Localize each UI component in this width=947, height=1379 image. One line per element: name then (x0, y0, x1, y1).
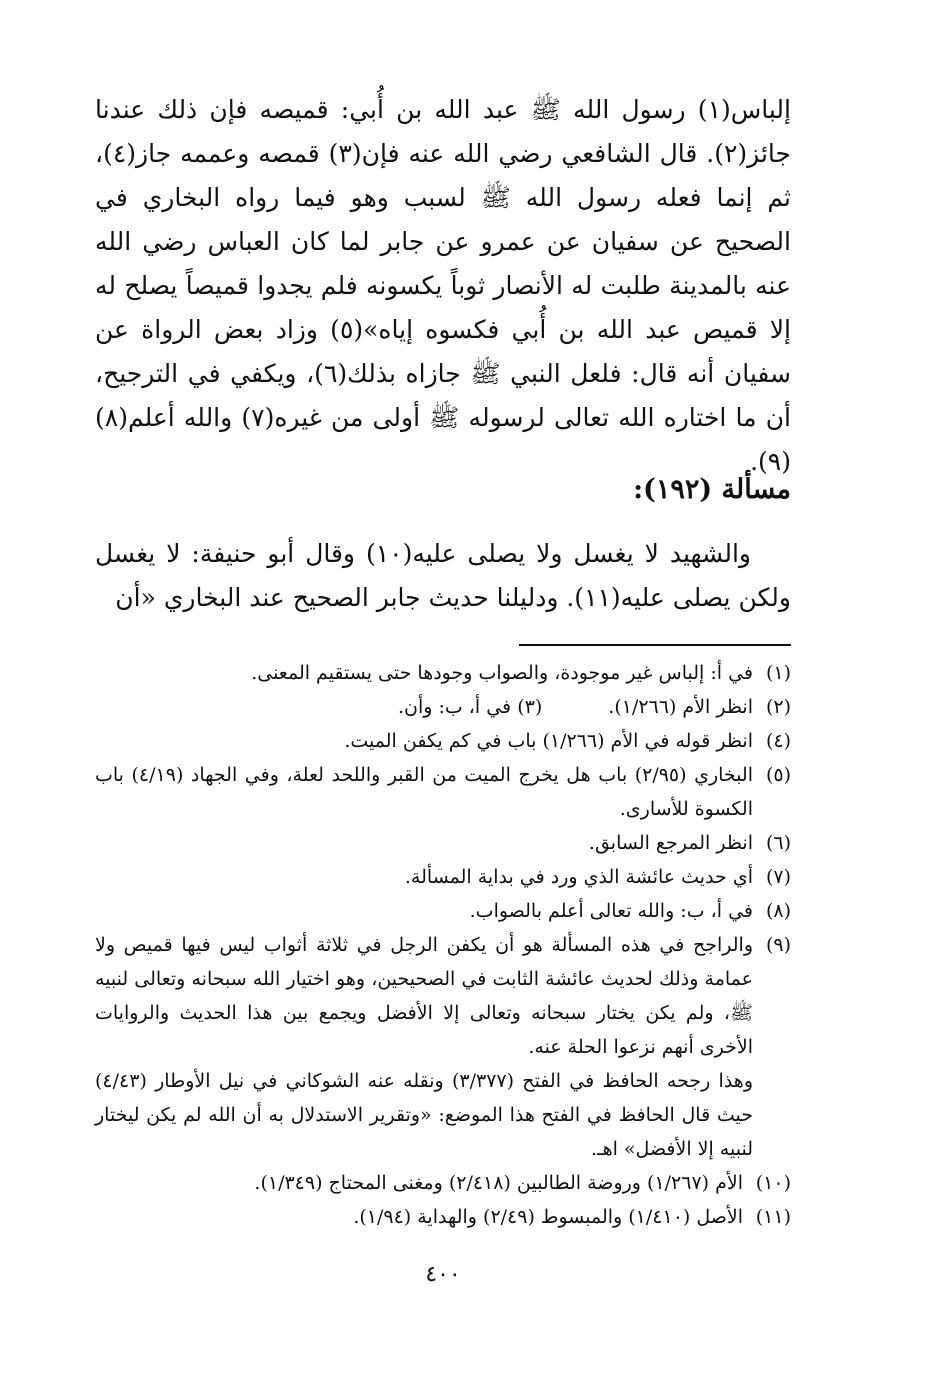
footnote-text: الأصل (١/٤١٠) والمبسوط (٢/٤٩) والهداية (١/٩٤). (353, 1206, 743, 1228)
footnote-text: انظر المرجع السابق. (588, 832, 753, 854)
footnote-1 (95, 656, 791, 690)
footnote-number: (٥) (765, 764, 791, 786)
footnote-number: (٦) (765, 832, 791, 854)
footnote-number: (١) (765, 662, 791, 684)
footnote-4 (95, 724, 791, 758)
footnote-9 (95, 928, 791, 1064)
footnote-5 (95, 758, 791, 826)
footnote-2 (95, 690, 791, 724)
book-page (95, 0, 791, 1379)
footnote-8 (95, 894, 791, 928)
footnote-11 (95, 1200, 791, 1234)
footnote-text: في أ، ب: والله تعالى أعلم بالصواب. (469, 900, 753, 922)
footnote-number: (٣) (517, 696, 543, 718)
issue-heading: مسألة (١٩٢): (633, 474, 791, 505)
footnote-number: (١٠) (755, 1172, 791, 1194)
paragraph-1: إلباس(١) رسول الله ﷺ عبد الله بن أُبي: قميصه فإن ذلك عندنا جائز(٢). قال الشافعي رضي الله عنه فإن(٣) قمصه وعممه جاز(٤)، ثم إنما فعله رسول الله ﷺ لسبب وهو فيما رواه البخاري في الصحيح عن سفيان عن عمرو عن جابر لما كان العباس رضي الله عنه بالمدينة طلبت له الأنصار ثوباً يكسونه فلم يجدوا قميصاً يصلح له إلا قميص عبد الله بن أُبي فكسوه إياه»(٥) وزاد بعض الرواة عن سفيان أنه قال: فلعل النبي ﷺ جازاه بذلك(٦)، ويكفي في الترجيح، أن ما اختاره الله تعالى لرسوله ﷺ أولى من غيره(٧) والله أعلم(٨)(٩). (95, 95, 791, 476)
footnote-7 (95, 860, 791, 894)
footnote-text: في أ: إلباس غير موجودة، والصواب وجودها حتى يستقيم المعنى. (251, 662, 753, 684)
footnote-text: في أ، ب: وأن. (397, 696, 512, 718)
footnote-number: (٩) (765, 934, 791, 956)
footnote-text: الأم (١/٢٦٧) وروضة الطالبين (٢/٤١٨) ومغنى المحتاج (١/٣٤٩). (254, 1172, 743, 1194)
footnote-number: (٤) (765, 730, 791, 752)
footnote-text: البخاري (٢/٩٥) باب هل يخرج الميت من القبر واللحد لعلة، وفي الجهاد (٤/١٩) باب الكسوة للأسارى. (95, 764, 753, 820)
paragraph-2: والشهيد لا يغسل ولا يصلى عليه(١٠) وقال أبو حنيفة: لا يغسل ولكن يصلى عليه(١١). ودليلنا حديث جابر الصحيح عند البخاري «أن (95, 539, 791, 612)
footnote-divider (519, 644, 791, 646)
footnote-number: (٢) (765, 696, 791, 718)
footnote-6 (95, 826, 791, 860)
footnote-text: أي حديث عائشة الذي ورد في بداية المسألة. (404, 866, 753, 888)
footnote-9-continuation: وهذا رجحه الحافظ في الفتح (٣/٣٧٧) ونقله عنه الشوكاني في نيل الأوطار (٤/٤٣) حيث قال الحافظ في الفتح هذا الموضع: «وتقرير الاستدلال به أن الله لم يكن ليختار لنبيه إلا الأفضل» اهـ. (95, 1070, 753, 1160)
footnotes (95, 656, 791, 1234)
footnote-text: انظر قوله في الأم (١/٢٦٦) باب في كم يكفن الميت. (344, 730, 753, 752)
footnote-number: (١١) (755, 1206, 791, 1228)
footnote-text: انظر الأم (١/٢٦٦). (608, 696, 753, 718)
footnote-10 (95, 1166, 791, 1200)
page-number: ٤٠٠ (425, 1262, 461, 1287)
footnote-text: والراجح في هذه المسألة هو أن يكفن الرجل في ثلاثة أثواب ليس فيها قميص ولا عمامة وذلك لحديث عائشة الثابت في الصحيحين، وهو اختيار الله سبحانه وتعالى لنبيه ﷺ، ولم يكن يختار سبحانه وتعالى إلا الأفضل ويجمع بين هذا الحديث والروايات الأخرى أنهم نزعوا الحلة عنه. (95, 934, 753, 1058)
footnote-number: (٧) (765, 866, 791, 888)
footnote-number: (٨) (765, 900, 791, 922)
